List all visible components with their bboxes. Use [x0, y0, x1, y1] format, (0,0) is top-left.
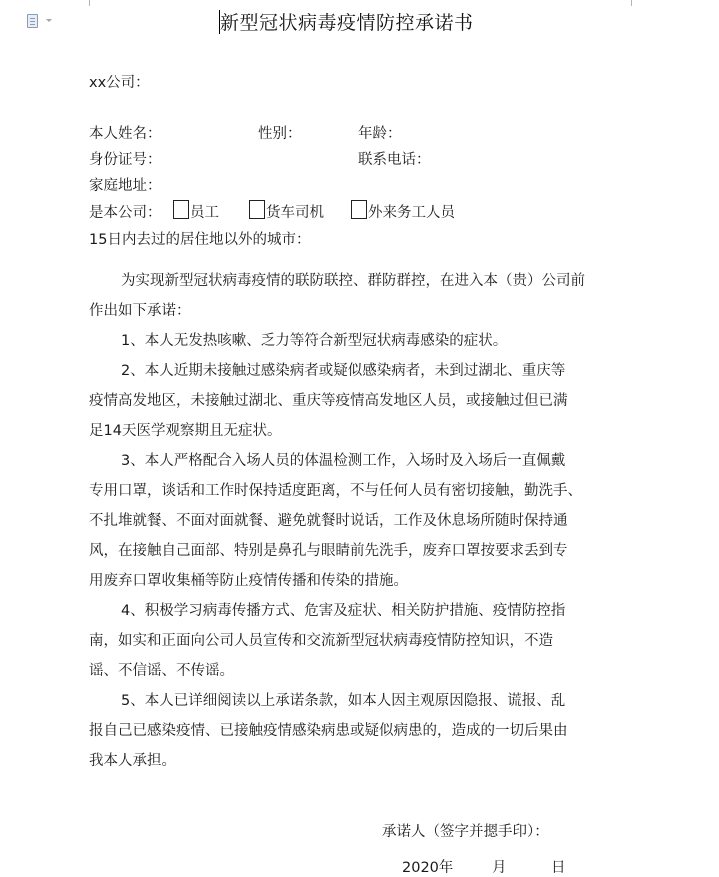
driver-option-label[interactable]: 货车司机	[266, 205, 324, 221]
chevron-down-icon[interactable]	[46, 19, 52, 22]
name-label[interactable]: 本人姓名：	[89, 126, 162, 142]
document-icon[interactable]	[27, 14, 38, 28]
item-line: 5、本人已详细阅读以上承诺条款，如本人因主观原因隐报、谎报、乱	[121, 693, 566, 709]
outsider-option-label[interactable]: 外来务工人员	[368, 205, 455, 221]
document-title[interactable]: 新型冠状病毒疫情防控承诺书	[220, 12, 474, 34]
commitment-item-1[interactable]	[89, 326, 634, 356]
date-day[interactable]: 日	[551, 860, 566, 876]
signature-label[interactable]: 承诺人（签字并摁手印）：	[382, 824, 549, 840]
item-line: 谣、不信谣、不传谣。	[89, 663, 234, 679]
address-label[interactable]: 家庭地址：	[89, 178, 162, 194]
intro-paragraph[interactable]	[89, 266, 634, 326]
age-label[interactable]: 年龄：	[358, 126, 402, 142]
intro-line: 作出如下承诺：	[89, 303, 191, 319]
item-line: 用废弃口罩收集桶等防止疫情传播和传染的措施。	[89, 573, 408, 589]
item-line: 2、本人近期未接触过感染病者或疑似感染病者，未到过湖北、重庆等	[121, 363, 566, 379]
item-line: 报自己已感染疫情、已接触疫情感染病患或疑似病患的，造成的一切后果由	[89, 723, 568, 739]
commitment-item-2[interactable]	[89, 356, 634, 446]
gender-label[interactable]: 性别：	[258, 126, 302, 142]
commitment-item-4[interactable]	[89, 596, 634, 686]
item-line: 1、本人无发热咳嗽、乏力等符合新型冠状病毒感染的症状。	[121, 333, 508, 349]
intro-line: 为实现新型冠状病毒疫情的联防联控、群防群控，在进入本（贵）公司前	[121, 273, 585, 289]
crop-mark-left	[89, 0, 90, 6]
item-line: 南，如实和正面向公司人员宣传和交流新型冠状病毒疫情防控知识，不造	[89, 633, 553, 649]
date-month[interactable]: 月	[492, 860, 507, 876]
phone-label[interactable]: 联系电话：	[358, 152, 431, 168]
commitment-item-5[interactable]	[89, 686, 634, 776]
item-line: 风，在接触自己面部、特别是鼻孔与眼睛前先洗手，废弃口罩按要求丢到专	[89, 543, 568, 559]
item-line: 专用口罩，谈话和工作时保持适度距离，不与任何人员有密切接触，勤洗手、	[89, 483, 582, 499]
company-label[interactable]: 是本公司：	[89, 205, 162, 221]
id-number-label[interactable]: 身份证号：	[89, 152, 162, 168]
cities-visited-label[interactable]: 15日内去过的居住地以外的城市：	[89, 232, 311, 248]
driver-checkbox[interactable]	[249, 200, 265, 219]
addressee[interactable]: xx公司：	[89, 75, 150, 91]
employee-checkbox[interactable]	[173, 200, 189, 219]
crop-mark-right	[631, 0, 632, 6]
employee-option-label[interactable]: 员工	[190, 205, 219, 221]
item-line: 3、本人严格配合入场人员的体温检测工作，入场时及入场后一直佩戴	[121, 453, 566, 469]
date-year[interactable]: 2020年	[402, 860, 454, 876]
outsider-checkbox[interactable]	[351, 200, 367, 219]
item-line: 我本人承担。	[89, 753, 176, 769]
item-line: 4、积极学习病毒传播方式、危害及症状、相关防护措施、疫情防控指	[121, 603, 566, 619]
item-line: 疫情高发地区，未接触过湖北、重庆等疫情高发地区人员，或接触过但已满	[89, 393, 568, 409]
item-line: 不扎堆就餐、不面对面就餐、避免就餐时说话，工作及休息场所随时保持通	[89, 513, 568, 529]
item-line: 足14天医学观察期且无症状。	[89, 423, 282, 439]
commitment-item-3[interactable]	[89, 446, 634, 596]
